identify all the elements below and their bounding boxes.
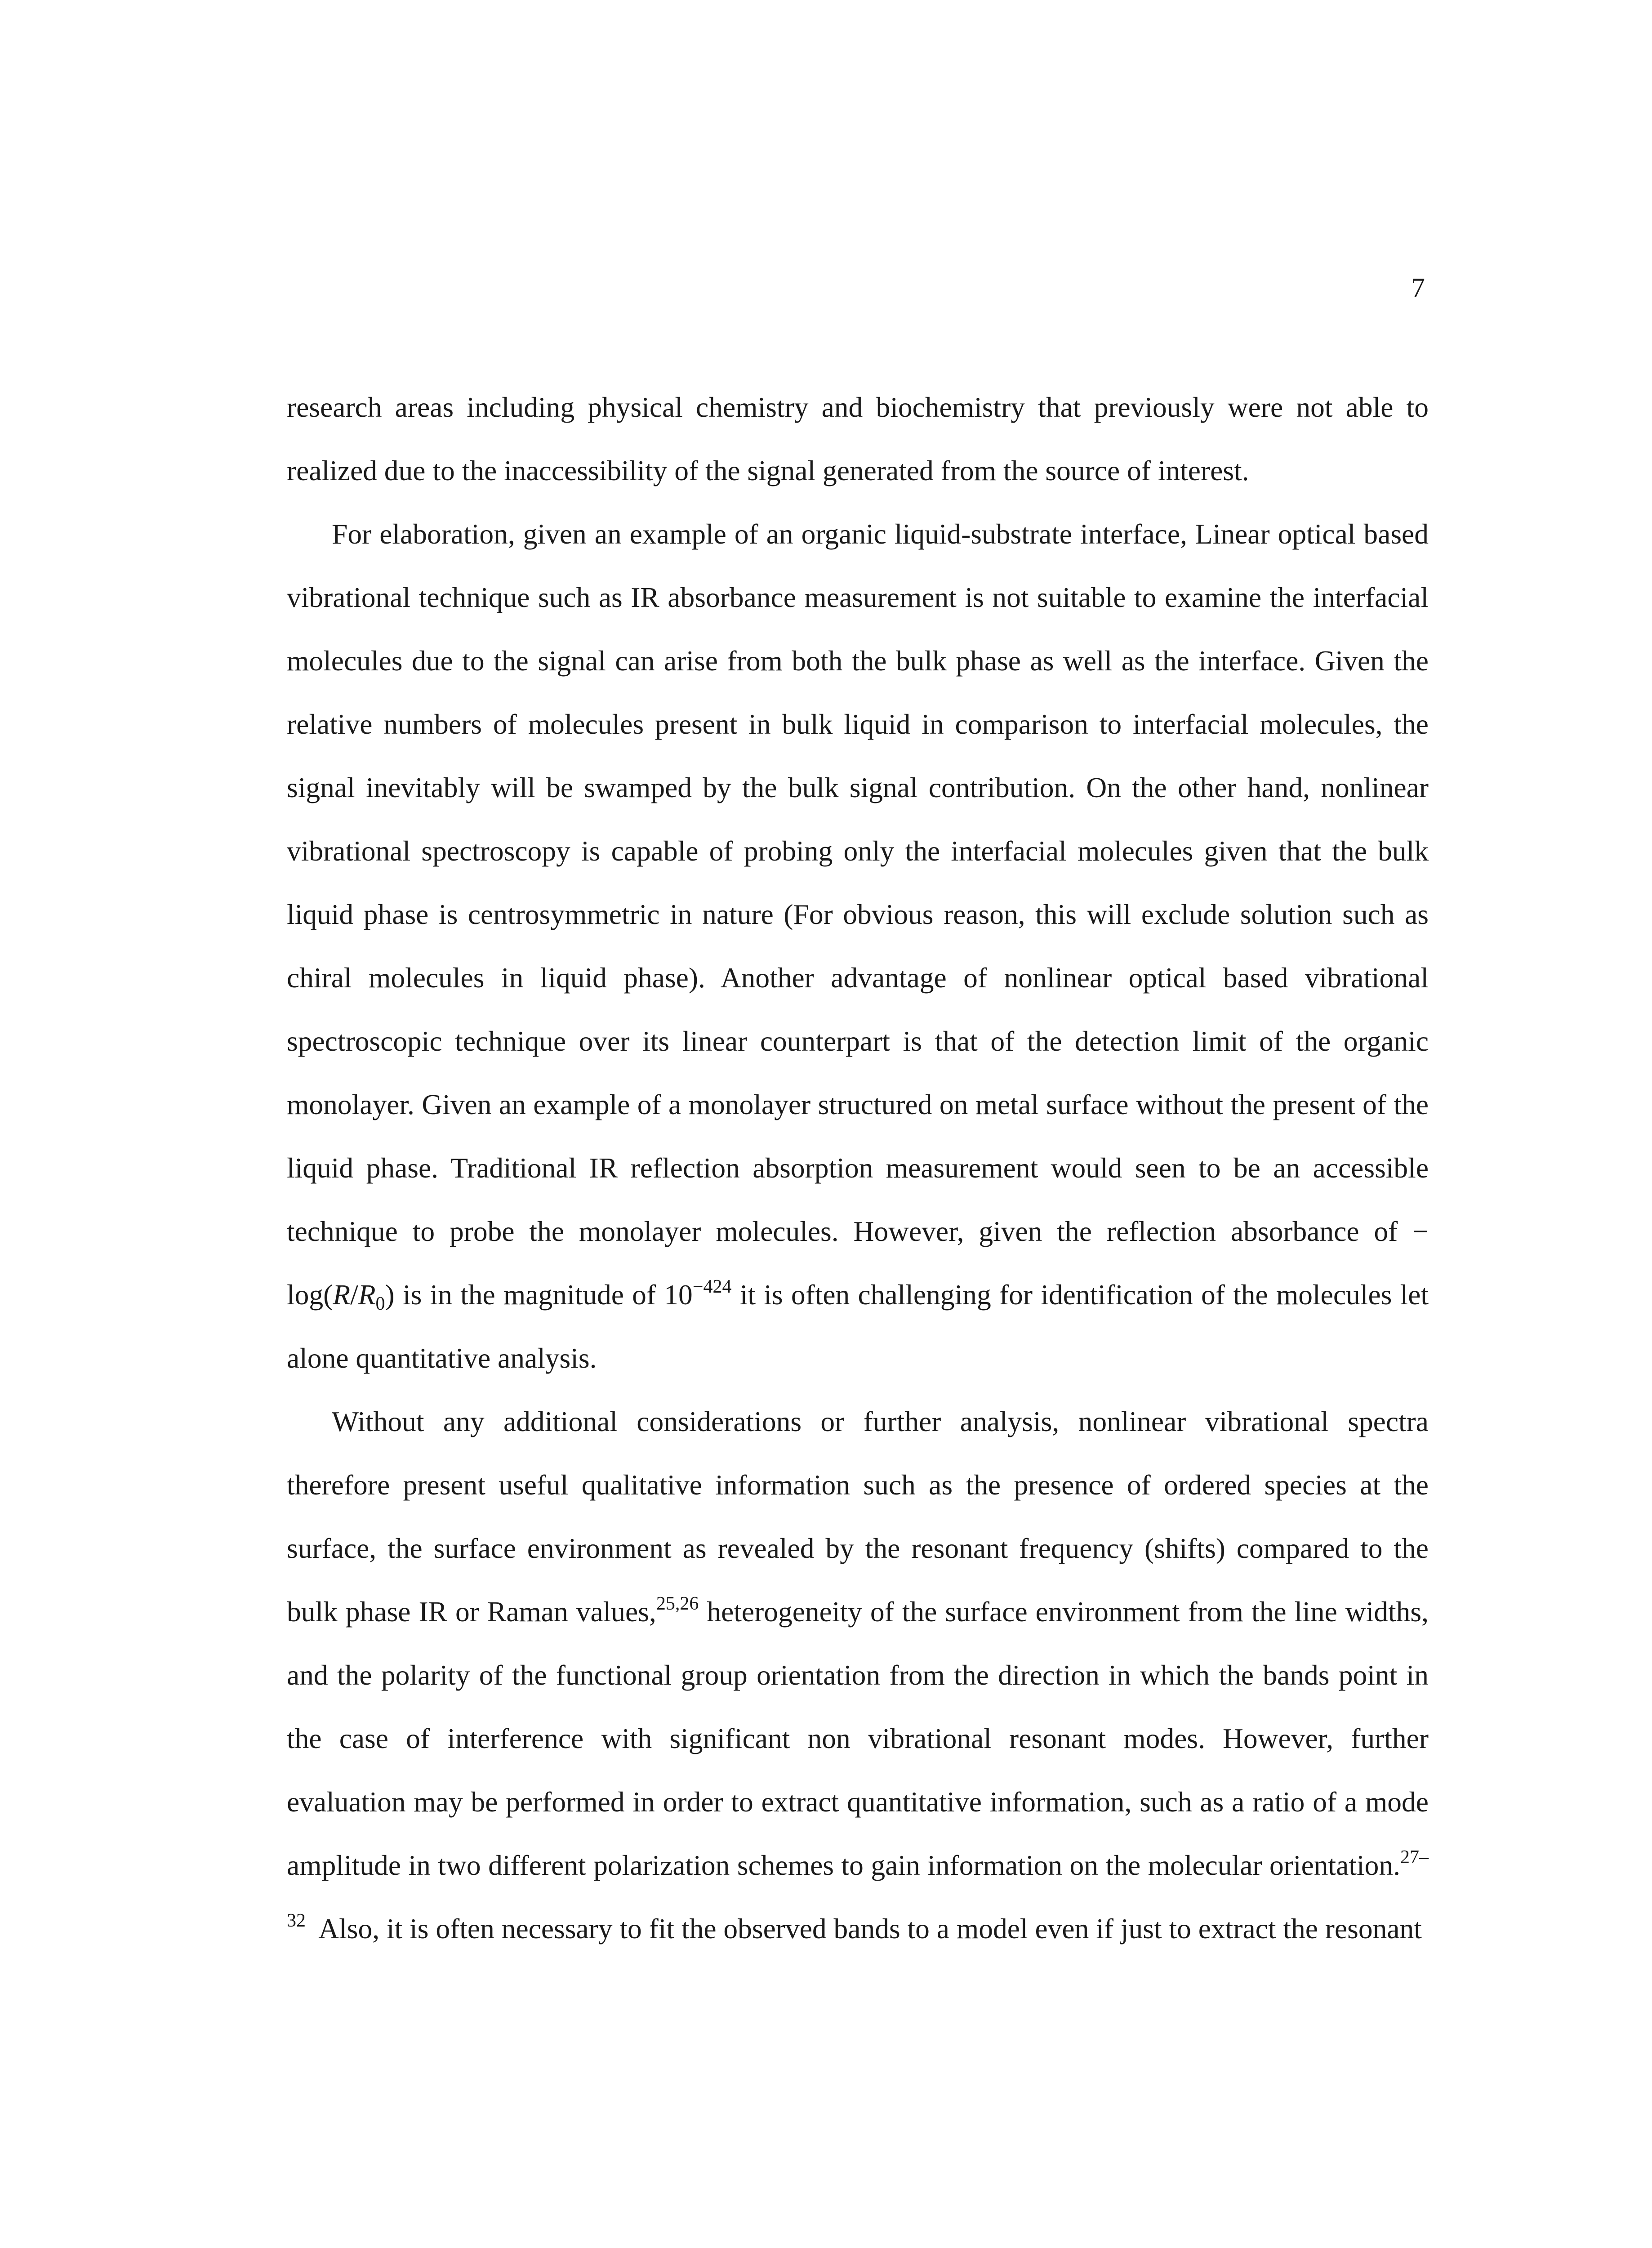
- paragraph-2-text-a: For elaboration, given an example of an organic liquid-substrate interface, Linear optical based vibrational technique such as IR absorbance measurement is not suitable to examine the interfacial molecules due to the signal can arise from both the bulk phase as well as the interface. Given the relative numbers of molecules present in bulk liquid in comparison to interfacial molecules, the signal inevitably will be swamped by the bulk signal contribution. On the other hand, nonlinear vibrational spectroscopy is capable of probing only the interfacial molecules given that the bulk liquid phase is centrosymmetric in nature (For obvious reason, this will exclude solution such as chiral molecules in liquid phase). Another advantage of nonlinear optical based vibrational spectroscopic technique over its linear counterpart is that of the detection limit of the organic monolayer. Given an example of a monolayer structured on metal surface without the present of the liquid phase. Traditional IR reflection absorption measurement would seen to be an accessible technique to probe the monolayer molecules. However, given the reflection absorbance of: [287, 518, 1429, 1247]
- paragraph-2: [287, 502, 1429, 1390]
- paragraph-3-text-a: Without any additional considerations or further analysis, nonlinear vibrational spectra therefore present useful qualitative information such as the presence of ordered species at the surface, the surface environment as revealed by the resonant frequency (shifts) compared to the bulk phase IR or Raman values,: [287, 1405, 1429, 1628]
- page-number: 7: [1411, 273, 1425, 303]
- math-variable-r0: R: [358, 1279, 376, 1311]
- paragraph-2-text-c: it is often challenging for identification of the molecules let alone quantitative analysis.: [287, 1279, 1429, 1374]
- math-slash: /: [350, 1279, 358, 1311]
- paragraph-2-text-b: is in the magnitude of 10: [402, 1279, 693, 1311]
- citation: 25,26: [656, 1593, 699, 1614]
- paragraph-3-text-b: heterogeneity of the surface environment from the line widths, and the polarity of the functional group orientation from the direction in which the bands point in the case of interference with significant non vibrational resonant modes. However, further evaluation may be performed in order to extract quantitative information, such as a ratio of a mode amplitude in two different polarization schemes to gain information on the molecular orientation.: [287, 1596, 1429, 1881]
- paragraph-1: research areas including physical chemistry and biochemistry that previously were not able to realized due to the inaccessibility of the signal generated from the source of interest.: [287, 391, 1429, 486]
- math-close-paren: ): [385, 1279, 395, 1311]
- paragraph-3-text-c: Also, it is often necessary to fit the observed bands to a model even if just to extract the resonant: [318, 1913, 1422, 1945]
- math-minus-log: − log(: [287, 1215, 1429, 1311]
- math-subscript: 0: [375, 1293, 385, 1314]
- body-text: [287, 375, 1429, 1960]
- paragraph-3: [287, 1390, 1429, 1960]
- citation: 27–32: [287, 1847, 1429, 1931]
- exponent: −424: [692, 1276, 732, 1297]
- math-variable-r: R: [333, 1279, 351, 1311]
